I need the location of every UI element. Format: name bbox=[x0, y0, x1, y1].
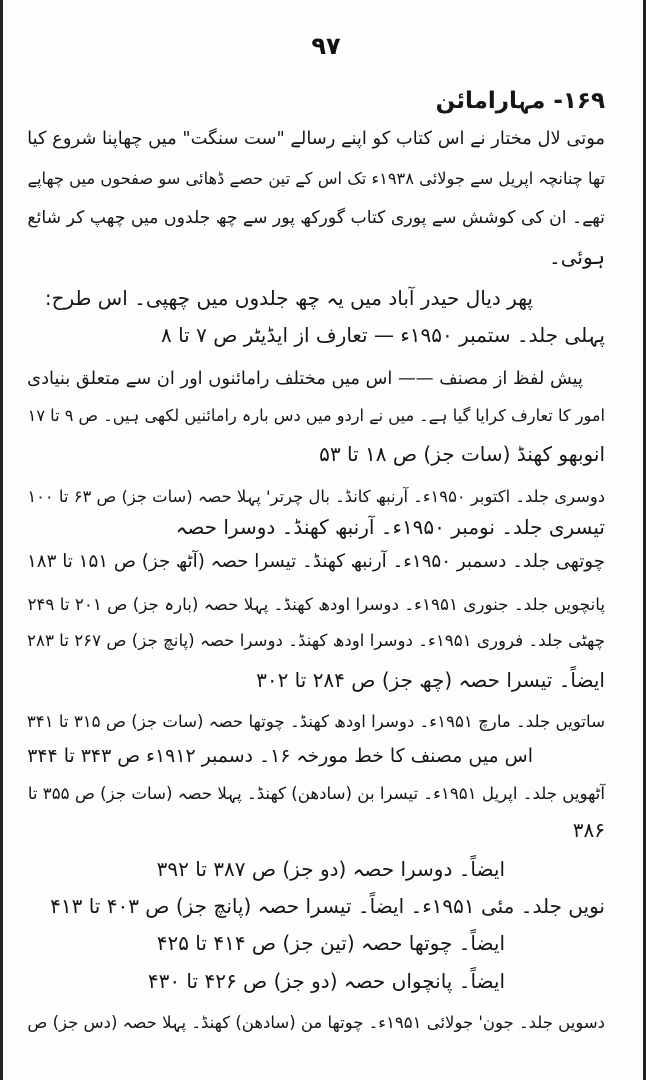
text-line: تیسری جلد۔ نومبر ۱۹۵۰ء۔ آرنبھ کھنڈ۔ دوسرا حصہ bbox=[175, 515, 605, 539]
text-line: ۳۸۶ bbox=[572, 818, 605, 842]
text-line: پہلی جلد۔ ستمبر ۱۹۵۰ء — تعارف از ایڈیٹر ص ۷ تا ۸ bbox=[160, 323, 605, 347]
text-line: ایضاً۔ چوتھا حصہ (تین جز) ص ۴۱۴ تا ۴۲۵ bbox=[156, 931, 505, 955]
text-line: آٹھویں جلد۔ اپریل ۱۹۵۱ء۔ تیسرا بن (سادھن) کھنڈ۔ پہلا حصہ (سات جز) ص ۳۵۵ تا bbox=[27, 784, 605, 803]
text-line: ایضاً۔ تیسرا حصہ (چھ جز) ص ۲۸۴ تا ۳۰۲ bbox=[256, 668, 605, 692]
text-line: ایضاً۔ پانچواں حصہ (دو جز) ص ۴۲۶ تا ۴۳۰ bbox=[147, 969, 505, 993]
text-line: انوبھو کھنڈ (سات جز) ص ۱۸ تا ۵۳ bbox=[319, 442, 605, 466]
section-heading: ۱۶۹- مہارامائن bbox=[435, 88, 605, 114]
text-line: تھے۔ ان کی کوشش سے پوری کتاب گورکھ پور سے چھ جلدوں میں چھپ کر شائع bbox=[27, 208, 605, 228]
text-line: پانچویں جلد۔ جنوری ۱۹۵۱ء۔ دوسرا اودھ کھنڈ۔ پہلا حصہ (بارہ جز) ص ۲۰۱ تا ۲۴۹ bbox=[27, 594, 605, 614]
text-line: ایضاً۔ دوسرا حصہ (دو جز) ص ۳۸۷ تا ۳۹۲ bbox=[156, 857, 505, 881]
text-line: چھٹی جلد۔ فروری ۱۹۵۱ء۔ دوسرا اودھ کھنڈ۔ دوسرا حصہ (پانچ جز) ص ۲۶۷ تا ۲۸۳ bbox=[27, 631, 605, 650]
text-line: نویں جلد۔ مئی ۱۹۵۱ء۔ ایضاً۔ تیسرا حصہ (پانچ جز) ص ۴۰۳ تا ۴۱۳ bbox=[50, 894, 605, 918]
text-line: اس میں مصنف کا خط مورخہ ۱۶۔ دسمبر ۱۹۱۲ء ص ۳۴۳ تا ۳۴۴ bbox=[27, 745, 533, 767]
text-line: دسویں جلد۔ جون' جولائی ۱۹۵۱ء۔ چوتھا من (سادھن) کھنڈ۔ پہلا حصہ (دس جز) ص bbox=[27, 1013, 605, 1032]
text-line: پھر دیال حیدر آباد میں یہ چھ جلدوں میں چھپی۔ اس طرح: bbox=[44, 286, 533, 310]
text-line: چوتھی جلد۔ دسمبر ۱۹۵۰ء۔ آرنبھ کھنڈ۔ تیسرا حصہ (آٹھ جز) ص ۱۵۱ تا ۱۸۳ bbox=[27, 551, 605, 572]
text-line: تھا چنانچہ اپریل سے جولائی ۱۹۳۸ء تک اس کے تین حصے ڈھائی سو صفحوں میں چھاپے bbox=[27, 169, 605, 188]
text-line: دوسری جلد۔ اکتوبر ۱۹۵۰ء۔ آرنبھ کانڈ۔ بال چرتر' پہلا حصہ (سات جز) ص ۶۳ تا ۱۰۰ bbox=[27, 487, 605, 506]
text-line: پیش لفظ از مصنف —— اس میں مختلف رامائنوں اور ان سے متعلق بنیادی bbox=[27, 368, 583, 389]
text-line: ہوئی۔ bbox=[548, 245, 605, 269]
text-line: ساتویں جلد۔ مارچ ۱۹۵۱ء۔ دوسرا اودھ کھنڈ۔ چوتھا حصہ (سات جز) ص ۳۱۵ تا ۳۴۱ bbox=[26, 712, 605, 731]
text-line: امور کا تعارف کرایا گیا ہے۔ میں نے اردو میں دس بارہ رامائنیں لکھی ہیں۔ ص ۹ تا ۱۷ bbox=[27, 406, 605, 425]
page-number: ۹۷ bbox=[311, 32, 341, 60]
text-line: موتی لال مختار نے اس کتاب کو اپنے رسالے "ست سنگت" میں چھاپنا شروع کیا bbox=[27, 128, 605, 149]
